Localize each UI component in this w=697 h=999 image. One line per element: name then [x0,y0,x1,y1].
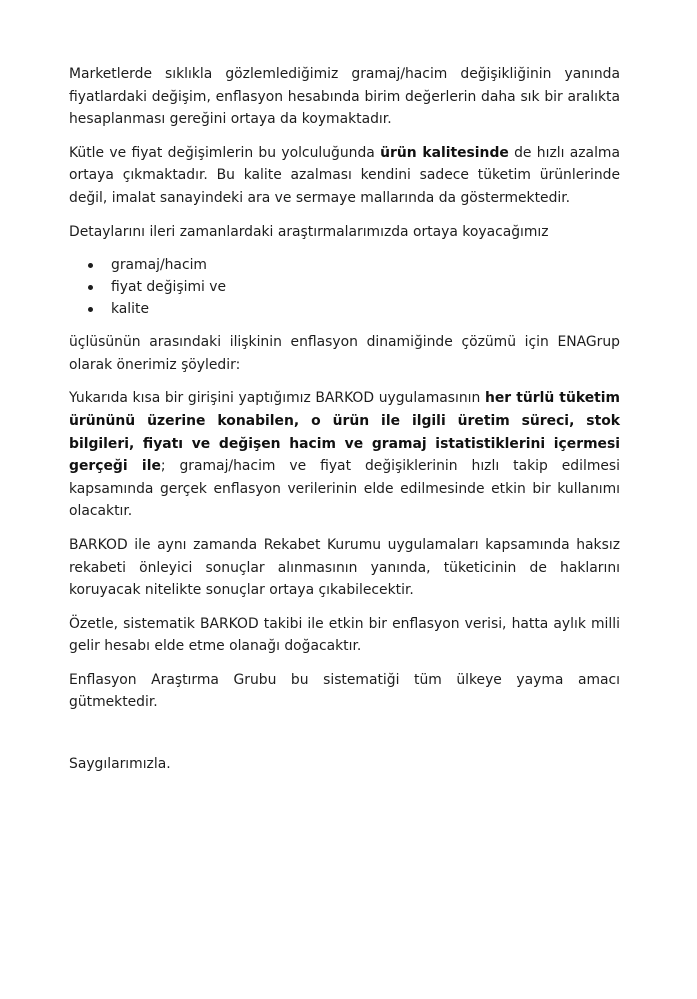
list-item-label: kalite [111,301,150,318]
paragraph-2-text-end: de hızlı azalma ortaya çıkmaktadır. Bu kalite azalması kendini sadece tüketim ürünlerinde değil, imalat sanayindeki ara ve sermaye mallarında da göstermektedir. [69,144,620,206]
bullet-list [69,254,620,320]
paragraph-7: Özetle, sistematik BARKOD takibi ile etkin bir enflasyon verisi, hatta aylık milli gelir hesabı elde etme olanağı doğacaktır. [69,615,620,655]
closing-line: Saygılarımızla. [69,756,171,773]
list-item [69,276,620,298]
paragraph-8: Enflasyon Araştırma Grubu bu sistematiği tüm ülkeye yayma amacı gütmektedir. [69,671,620,711]
list-item [69,254,620,276]
document-body [69,63,620,787]
paragraph-5-text-end: ; gramaj/hacim ve fiyat değişiklerinin hızlı takip edilmesi kapsamında gerçek enflasyon verilerinin elde edilmesinde etkin bir kullanımı olacaktır. [69,458,620,520]
paragraph-1: Marketlerde sıklıkla gözlemlediğimiz gramaj/hacim değişikliğinin yanında fiyatlardaki değişim, enflasyon hesabında birim değerlerin daha sık bir aralıkta hesaplanması gereğini ortaya da koymaktadır. [69,66,620,128]
paragraph-5-text-start: Yukarıda kısa bir girişini yaptığımız BARKOD uygulamasının [69,390,485,407]
paragraph-6: BARKOD ile aynı zamanda Rekabet Kurumu uygulamaları kapsamında haksız rekabeti önleyici sonuçlar alınmasının yanında, tüketicinin de haklarını koruyacak nitelikte sonuçlar ortaya çıkabilecektir. [69,536,620,599]
paragraph-2-bold: ürün kalitesinde [380,144,509,161]
spacer [69,725,620,753]
paragraph-5-bold: her türlü tüketim ürününü üzerine konabilen, o ürün ile ilgili üretim süreci, stok bilgileri, fiyatı ve değişen hacim ve gramaj istatistiklerini içermesi gerçeği ile [69,390,620,475]
bullet-icon [88,307,93,312]
list-item-label: gramaj/hacim [111,257,207,274]
paragraph-2-text-start: Kütle ve fiyat değişimlerin bu yolculuğunda [69,144,381,161]
bullet-icon [88,263,93,268]
list-item-label: fiyat değişimi ve [111,279,227,296]
bullet-icon [88,285,93,290]
paragraph-2 [69,142,620,210]
paragraph-3: Detaylarını ileri zamanlardaki araştırmalarımızda ortaya koyacağımız [69,223,549,240]
list-item [69,298,620,320]
paragraph-4: üçlüsünün arasındaki ilişkinin enflasyon dinamiğinde çözümü için ENAGrup olarak önerimiz şöyledir: [69,334,620,373]
paragraph-5 [69,387,620,523]
